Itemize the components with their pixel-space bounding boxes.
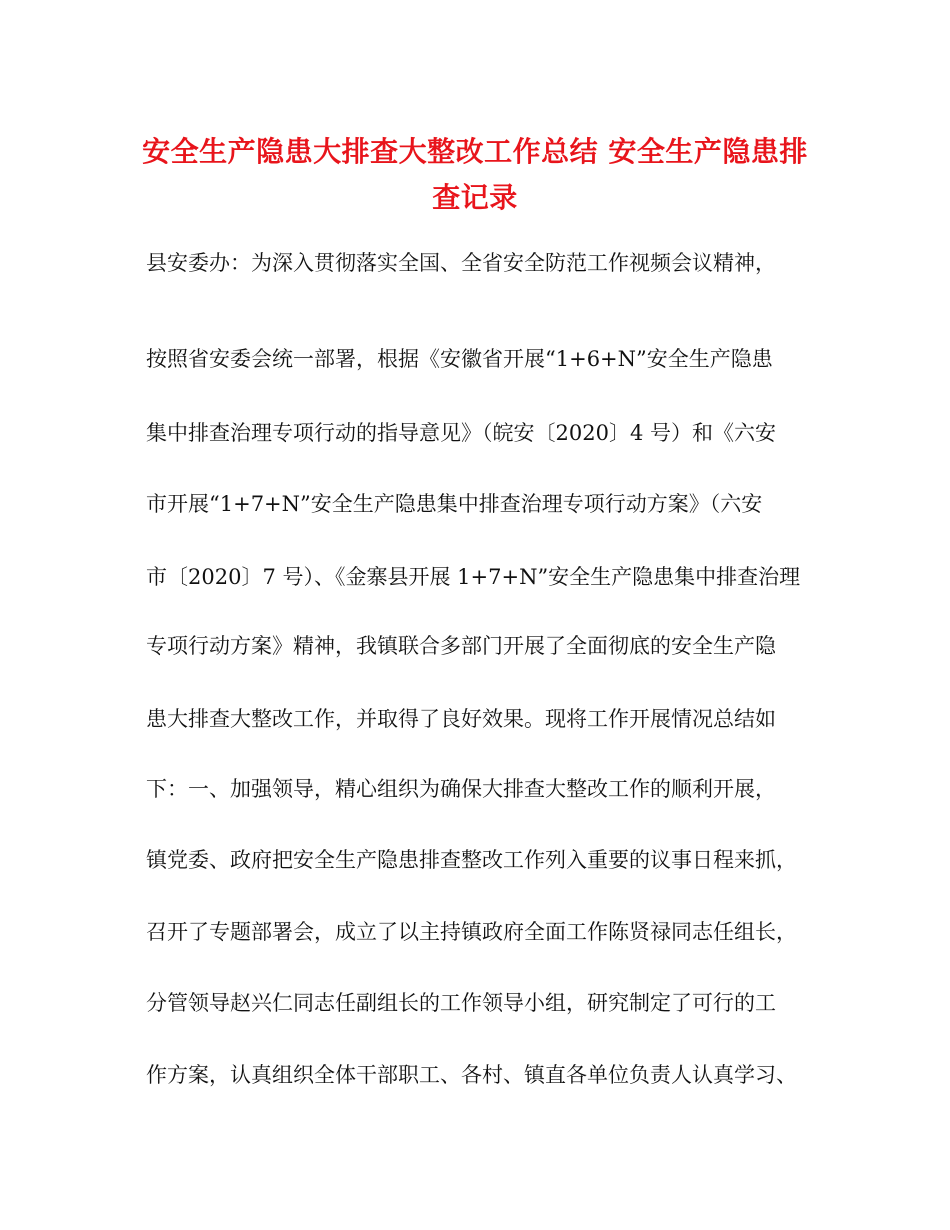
- body-text-line: 患大排查大整改工作，并取得了良好效果。现将工作开展情况总结如: [146, 707, 776, 731]
- body-text-line: 作方案，认真组织全体干部职工、各村、镇直各单位负责人认真学习、: [146, 1063, 797, 1087]
- body-text-line: 县安委办：为深入贯彻落实全国、全省安全防范工作视频会议精神，: [146, 251, 776, 275]
- body-text-line: 市〔2020〕7 号）、《金寨县开展 1+7+N”安全生产隐患集中排查治理: [146, 565, 801, 589]
- body-text-line: 专项行动方案》精神，我镇联合多部门开展了全面彻底的安全生产隐: [146, 634, 776, 658]
- body-text-line: 按照省安委会统一部署，根据《安徽省开展“1+6+N”安全生产隐患: [146, 347, 773, 371]
- body-text-line: 召开了专题部署会，成立了以主持镇政府全面工作陈贤禄同志任组长，: [146, 920, 797, 944]
- body-text-line: 集中排查治理专项行动的指导意见》（皖安〔2020〕4 号）和《六安: [146, 421, 776, 445]
- body-text-line: 镇党委、政府把安全生产隐患排查整改工作列入重要的议事日程来抓，: [146, 848, 797, 872]
- document-title-line-1: 安全生产隐患大排查大整改工作总结 安全生产隐患排: [142, 135, 808, 168]
- body-text-line: 下：一、加强领导，精心组织为确保大排查大整改工作的顺利开展，: [146, 777, 776, 801]
- body-text-line: 市开展“1+7+N”安全生产隐患集中排查治理专项行动方案》（六安: [146, 492, 763, 516]
- document-title-line-2: 查记录: [432, 181, 518, 214]
- body-text-line: 分管领导赵兴仁同志任副组长的工作领导小组，研究制定了可行的工: [146, 991, 776, 1015]
